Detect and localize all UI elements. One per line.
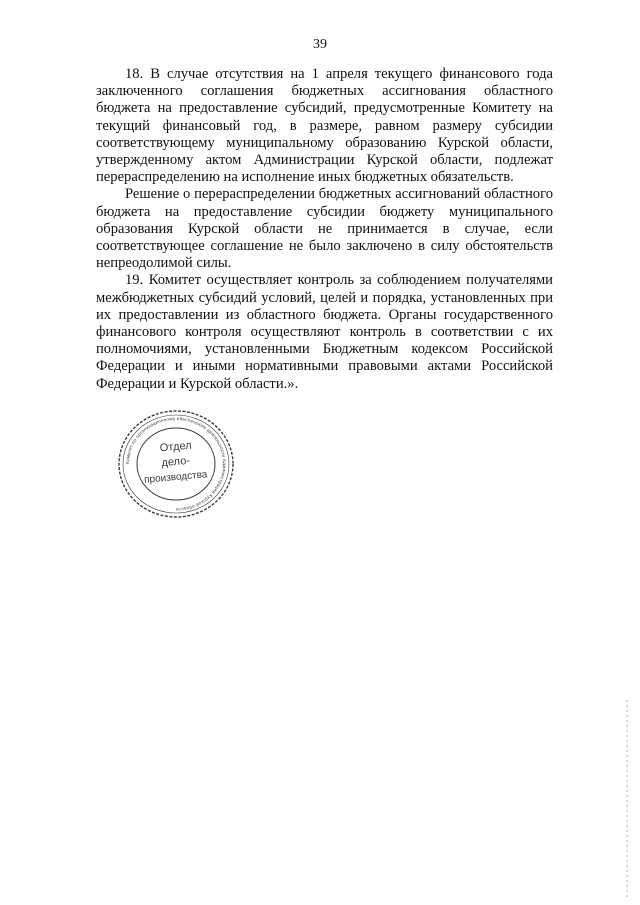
stamp-line-3: производства — [143, 469, 208, 486]
stamp-line-2: дело- — [161, 454, 191, 470]
stamp-line-1: Отдел — [159, 439, 193, 455]
page-number: 39 — [313, 37, 327, 52]
scan-edge-mark — [624, 700, 630, 900]
stamp-ring-text-path: Комитет по организационному обеспечению деятельности Администрации Курской области — [124, 415, 228, 513]
paragraph-18: 18. В случае отсутствия на 1 апреля текущего финансового года заключенного соглашения бюджетных ассигнования областного бюджета на предоставление субсидий, предусмотренные Комитету на текущий финансовый год, в размере, равном размеру субсидии соответствующему муниципальному образованию Курской области, утвержденному актом Администрации Курской области, подлежат перераспределению на исполнение иных бюджетных обязательств. — [96, 66, 553, 186]
paragraph-19: 19. Комитет осуществляет контроль за соблюдением получателями межбюджетных субсидий условий, целей и порядка, установленных при их предоставлении из областного бюджета. Органы государственного финансового контроля осуществляют контроль в соответствии с их полномочиями, установленными Бюджетным кодексом Российской Федерации и иными нормативными правовыми актами Российской Федерации и Курской области.». — [96, 272, 553, 392]
paragraph-redistribution-decision: Решение о перераспределении бюджетных ассигнований областного бюджета на предоставление субсидии бюджету муниципального образования Курской области не принимается в случае, если соответствующее соглашение не было заключено в силу обстоятельств непреодолимой силы. — [96, 186, 553, 272]
office-stamp — [112, 406, 240, 522]
document-body — [96, 66, 553, 393]
